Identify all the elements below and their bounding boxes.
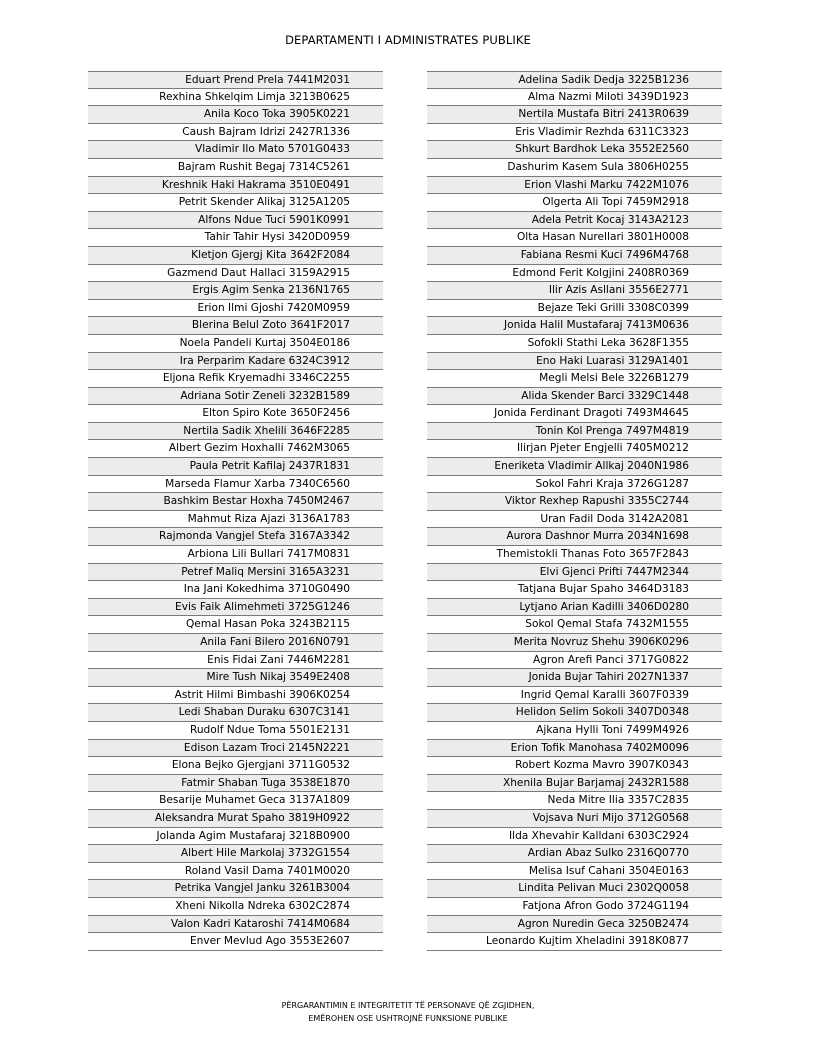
list-item: Eduart Prend Prela 7441M2031	[88, 71, 383, 89]
list-item: Mahmut Riza Ajazi 3136A1783	[88, 511, 383, 529]
list-item: Jonida Bujar Tahiri 2027N1337	[427, 669, 722, 687]
list-item: Tahir Tahir Hysi 3420D0959	[88, 229, 383, 247]
list-item: Roland Vasil Dama 7401M0020	[88, 863, 383, 881]
list-item: Noela Pandeli Kurtaj 3504E0186	[88, 335, 383, 353]
list-item: Vojsava Nuri Mijo 3712G0568	[427, 810, 722, 828]
list-item: Olta Hasan Nurellari 3801H0008	[427, 229, 722, 247]
list-item: Ajkana Hylli Toni 7499M4926	[427, 722, 722, 740]
list-item: Bajram Rushit Begaj 7314C5261	[88, 159, 383, 177]
list-item: Megli Melsi Bele 3226B1279	[427, 370, 722, 388]
list-item: Lindita Pelivan Muci 2302Q0058	[427, 880, 722, 898]
list-item: Petref Maliq Mersini 3165A3231	[88, 564, 383, 582]
list-item: Dashurim Kasem Sula 3806H0255	[427, 159, 722, 177]
list-item: Aleksandra Murat Spaho 3819H0922	[88, 810, 383, 828]
list-item: Xheni Nikolla Ndreka 6302C2874	[88, 898, 383, 916]
list-item: Eris Vladimir Rezhda 6311C3323	[427, 124, 722, 142]
left-name-column	[88, 71, 383, 951]
list-item: Eljona Refik Kryemadhi 3346C2255	[88, 370, 383, 388]
list-item: Rudolf Ndue Toma 5501E2131	[88, 722, 383, 740]
list-item: Erion Ilmi Gjoshi 7420M0959	[88, 300, 383, 318]
list-item: Ergis Agim Senka 2136N1765	[88, 282, 383, 300]
list-item: Enis Fidai Zani 7446M2281	[88, 652, 383, 670]
list-item: Petrika Vangjel Janku 3261B3004	[88, 880, 383, 898]
list-item: Adelina Sadik Dedja 3225B1236	[427, 71, 722, 89]
list-item: Aurora Dashnor Murra 2034N1698	[427, 528, 722, 546]
list-item: Ingrid Qemal Karalli 3607F0339	[427, 687, 722, 705]
list-item: Themistokli Thanas Foto 3657F2843	[427, 546, 722, 564]
list-item: Alfons Ndue Tuci 5901K0991	[88, 212, 383, 230]
list-item: Helidon Selim Sokoli 3407D0348	[427, 704, 722, 722]
list-item: Nertila Sadik Xhelili 3646F2285	[88, 423, 383, 441]
list-item: Jonida Halil Mustafaraj 7413M0636	[427, 317, 722, 335]
list-item: Astrit Hilmi Bimbashi 3906K0254	[88, 687, 383, 705]
list-item: Kletjon Gjergj Kita 3642F2084	[88, 247, 383, 265]
list-item: Nertila Mustafa Bitri 2413R0639	[427, 106, 722, 124]
list-item: Erion Vlashi Marku 7422M1076	[427, 177, 722, 195]
list-item: Robert Kozma Mavro 3907K0343	[427, 757, 722, 775]
list-item: Ira Perparim Kadare 6324C3912	[88, 353, 383, 371]
list-item: Xhenila Bujar Barjamaj 2432R1588	[427, 775, 722, 793]
list-item: Elona Bejko Gjergjani 3711G0532	[88, 757, 383, 775]
list-item: Albert Hile Markolaj 3732G1554	[88, 845, 383, 863]
list-item: Sokol Qemal Stafa 7432M1555	[427, 616, 722, 634]
list-item: Adriana Sotir Zeneli 3232B1589	[88, 388, 383, 406]
list-item: Fabiana Resmi Kuci 7496M4768	[427, 247, 722, 265]
list-item: Rexhina Shkelqim Limja 3213B0625	[88, 89, 383, 107]
list-item: Neda Mitre Ilia 3357C2835	[427, 792, 722, 810]
list-item: Gazmend Daut Hallaci 3159A2915	[88, 265, 383, 283]
list-item: Fatmir Shaban Tuga 3538E1870	[88, 775, 383, 793]
list-item: Valon Kadri Kataroshi 7414M0684	[88, 916, 383, 934]
list-item: Caush Bajram Idrizi 2427R1336	[88, 124, 383, 142]
list-item: Melisa Isuf Cahani 3504E0163	[427, 863, 722, 881]
list-item: Alma Nazmi Miloti 3439D1923	[427, 89, 722, 107]
list-item: Fatjona Afron Godo 3724G1194	[427, 898, 722, 916]
list-item: Ledi Shaban Duraku 6307C3141	[88, 704, 383, 722]
list-item: Bashkim Bestar Hoxha 7450M2467	[88, 493, 383, 511]
list-item: Eno Haki Luarasi 3129A1401	[427, 353, 722, 371]
footer	[0, 999, 816, 1025]
list-item: Tatjana Bujar Spaho 3464D3183	[427, 581, 722, 599]
list-item: Qemal Hasan Poka 3243B2115	[88, 616, 383, 634]
list-item: Bejaze Teki Grilli 3308C0399	[427, 300, 722, 318]
list-item: Adela Petrit Kocaj 3143A2123	[427, 212, 722, 230]
list-item: Ina Jani Kokedhima 3710G0490	[88, 581, 383, 599]
right-name-column	[427, 71, 722, 951]
list-item: Blerina Belul Zoto 3641F2017	[88, 317, 383, 335]
list-item: Kreshnik Haki Hakrama 3510E0491	[88, 177, 383, 195]
list-item: Elvi Gjenci Prifti 7447M2344	[427, 564, 722, 582]
list-item: Besarije Muhamet Geca 3137A1809	[88, 792, 383, 810]
list-item: Lytjano Arian Kadilli 3406D0280	[427, 599, 722, 617]
list-item: Petrit Skender Alikaj 3125A1205	[88, 194, 383, 212]
list-item: Erion Tofik Manohasa 7402M0096	[427, 740, 722, 758]
list-item: Edmond Ferit Kolgjini 2408R0369	[427, 265, 722, 283]
page-title: DEPARTAMENTI I ADMINISTRATES PUBLIKE	[285, 33, 531, 47]
list-item: Evis Faik Alimehmeti 3725G1246	[88, 599, 383, 617]
list-item: Merita Novruz Shehu 3906K0296	[427, 634, 722, 652]
list-item: Ilir Azis Asllani 3556E2771	[427, 282, 722, 300]
list-item: Uran Fadil Doda 3142A2081	[427, 511, 722, 529]
list-item: Albert Gezim Hoxhalli 7462M3065	[88, 440, 383, 458]
list-item: Tonin Kol Prenga 7497M4819	[427, 423, 722, 441]
list-item: Agron Nuredin Geca 3250B2474	[427, 916, 722, 934]
footer-line-1: PËRGARANTIMIN E INTEGRITETIT TË PERSONAVE QË ZGJIDHEN,	[281, 1001, 535, 1010]
list-item: Alida Skender Barci 3329C1448	[427, 388, 722, 406]
list-item: Anila Fani Bilero 2016N0791	[88, 634, 383, 652]
list-item: Ardian Abaz Sulko 2316Q0770	[427, 845, 722, 863]
list-item: Enver Mevlud Ago 3553E2607	[88, 933, 383, 951]
list-item: Agron Arefi Panci 3717G0822	[427, 652, 722, 670]
list-item: Viktor Rexhep Rapushi 3355C2744	[427, 493, 722, 511]
list-item: Ilirjan Pjeter Engjelli 7405M0212	[427, 440, 722, 458]
list-item: Edison Lazam Troci 2145N2221	[88, 740, 383, 758]
list-item: Olgerta Ali Topi 7459M2918	[427, 194, 722, 212]
list-item: Marseda Flamur Xarba 7340C6560	[88, 476, 383, 494]
list-item: Jolanda Agim Mustafaraj 3218B0900	[88, 828, 383, 846]
list-item: Mire Tush Nikaj 3549E2408	[88, 669, 383, 687]
list-item: Eneriketa Vladimir Allkaj 2040N1986	[427, 458, 722, 476]
list-item: Arbiona Lili Bullari 7417M0831	[88, 546, 383, 564]
list-item: Leonardo Kujtim Xheladini 3918K0877	[427, 933, 722, 951]
footer-line-2: EMËROHEN OSE USHTROJNË FUNKSIONE PUBLIKE	[308, 1014, 508, 1023]
list-item: Sofokli Stathi Leka 3628F1355	[427, 335, 722, 353]
list-item: Ilda Xhevahir Kalldani 6303C2924	[427, 828, 722, 846]
list-item: Sokol Fahri Kraja 3726G1287	[427, 476, 722, 494]
list-item: Shkurt Bardhok Leka 3552E2560	[427, 141, 722, 159]
list-item: Anila Koco Toka 3905K0221	[88, 106, 383, 124]
list-item: Elton Spiro Kote 3650F2456	[88, 405, 383, 423]
list-item: Jonida Ferdinant Dragoti 7493M4645	[427, 405, 722, 423]
list-item: Rajmonda Vangjel Stefa 3167A3342	[88, 528, 383, 546]
list-item: Vladimir Ilo Mato 5701G0433	[88, 141, 383, 159]
list-item: Paula Petrit Kafilaj 2437R1831	[88, 458, 383, 476]
